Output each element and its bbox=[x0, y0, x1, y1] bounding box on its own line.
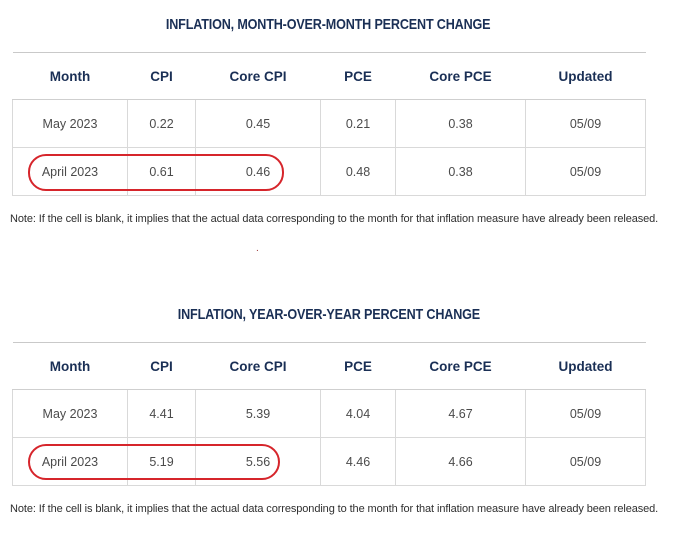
mom-table-title bbox=[12, 16, 645, 33]
col-header-pce: PCE bbox=[321, 53, 396, 100]
cell-core-cpi: 0.45 bbox=[196, 100, 321, 148]
mom-header-row bbox=[13, 53, 646, 100]
cell-core-pce: 0.38 bbox=[396, 100, 526, 148]
cell-core-cpi: 5.56 bbox=[196, 438, 321, 486]
cell-updated: 05/09 bbox=[526, 390, 646, 438]
cell-core-pce: 4.66 bbox=[396, 438, 526, 486]
col-header-updated: Updated bbox=[526, 53, 646, 100]
yoy-header-row bbox=[13, 343, 646, 390]
cell-cpi: 0.22 bbox=[128, 100, 196, 148]
cell-month: April 2023 bbox=[13, 148, 128, 196]
yoy-table-title-text: INFLATION, YEAR-OVER-YEAR PERCENT CHANGE bbox=[177, 306, 480, 323]
cell-cpi: 0.61 bbox=[128, 148, 196, 196]
col-header-core-pce: Core PCE bbox=[396, 53, 526, 100]
cell-updated: 05/09 bbox=[526, 438, 646, 486]
stray-period-mark: . bbox=[256, 243, 259, 254]
col-header-pce: PCE bbox=[321, 343, 396, 390]
cell-month: April 2023 bbox=[13, 438, 128, 486]
cell-updated: 05/09 bbox=[526, 148, 646, 196]
mom-footnote: Note: If the cell is blank, it implies that the actual data corresponding to the month for that inflation measure have already been released. bbox=[10, 213, 659, 225]
cell-cpi: 5.19 bbox=[128, 438, 196, 486]
cell-month: May 2023 bbox=[13, 100, 128, 148]
table-row-april-2023 bbox=[13, 148, 646, 196]
col-header-updated: Updated bbox=[526, 343, 646, 390]
cell-pce: 4.46 bbox=[321, 438, 396, 486]
cell-month: May 2023 bbox=[13, 390, 128, 438]
yoy-footnote: Note: If the cell is blank, it implies that the actual data corresponding to the month for that inflation measure have already been released. bbox=[10, 503, 659, 515]
mom-table-title-text: INFLATION, MONTH-OVER-MONTH PERCENT CHANGE bbox=[166, 16, 491, 33]
cell-cpi: 4.41 bbox=[128, 390, 196, 438]
cell-pce: 4.04 bbox=[321, 390, 396, 438]
cell-pce: 0.48 bbox=[321, 148, 396, 196]
cell-core-cpi: 0.46 bbox=[196, 148, 321, 196]
cell-updated: 05/09 bbox=[526, 100, 646, 148]
table-row-april-2023 bbox=[13, 438, 646, 486]
col-header-cpi: CPI bbox=[128, 343, 196, 390]
table-row-may-2023 bbox=[13, 100, 646, 148]
col-header-core-pce: Core PCE bbox=[396, 343, 526, 390]
cell-core-pce: 0.38 bbox=[396, 148, 526, 196]
col-header-core-cpi: Core CPI bbox=[196, 343, 321, 390]
yoy-table bbox=[12, 342, 646, 486]
col-header-cpi: CPI bbox=[128, 53, 196, 100]
mom-table bbox=[12, 52, 646, 196]
col-header-core-cpi: Core CPI bbox=[196, 53, 321, 100]
col-header-month: Month bbox=[13, 53, 128, 100]
cell-pce: 0.21 bbox=[321, 100, 396, 148]
cell-core-pce: 4.67 bbox=[396, 390, 526, 438]
cell-core-cpi: 5.39 bbox=[196, 390, 321, 438]
yoy-table-title bbox=[12, 306, 645, 323]
col-header-month: Month bbox=[13, 343, 128, 390]
table-row-may-2023 bbox=[13, 390, 646, 438]
